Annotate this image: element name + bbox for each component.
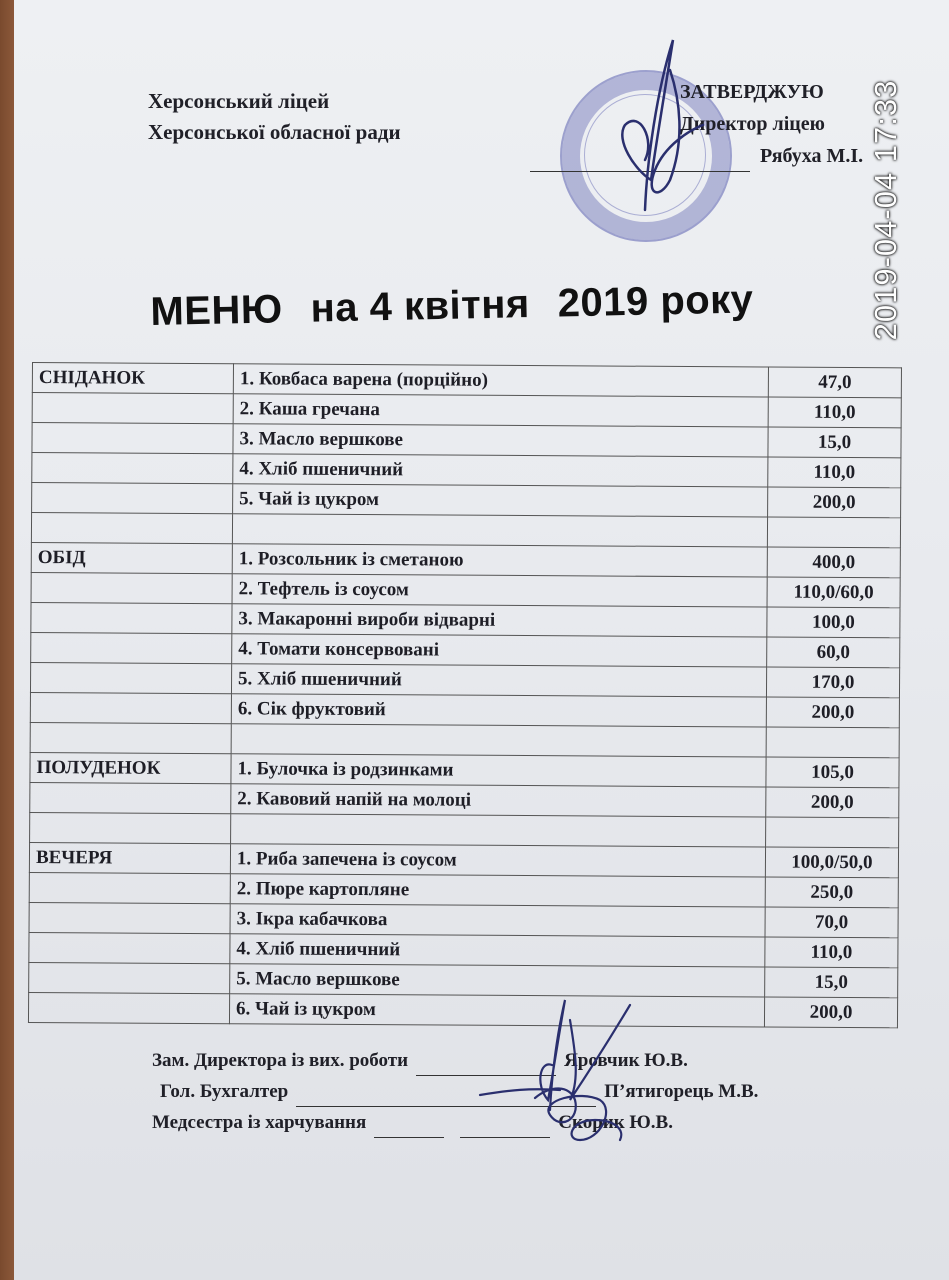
weight-cell: 250,0 — [765, 877, 898, 908]
nurse-role: Медсестра із харчування — [152, 1112, 367, 1133]
dish-cell: 1. Булочка із родзинками — [231, 754, 766, 787]
weight-cell: 200,0 — [766, 787, 899, 818]
dish-cell — [231, 724, 766, 757]
dish-cell: 6. Чай із цукром — [229, 994, 764, 1027]
weight-cell: 105,0 — [766, 757, 899, 788]
dish-cell: 5. Чай із цукром — [233, 484, 768, 517]
photo-timestamp: 2019-04-04 17:33 — [868, 79, 903, 341]
meal-cell — [30, 782, 231, 813]
weight-cell — [766, 727, 899, 758]
weight-cell: 100,0/50,0 — [765, 847, 898, 878]
dish-cell: 2. Кавовий напій на молоці — [231, 784, 766, 817]
meal-cell — [29, 872, 230, 903]
dish-cell: 3. Макаронні вироби відварні — [232, 604, 767, 637]
meal-cell — [29, 962, 230, 993]
weight-cell: 100,0 — [767, 607, 900, 638]
accountant-name: П’ятигорець М.В. — [604, 1081, 759, 1102]
meal-cell — [29, 902, 230, 933]
weight-cell: 400,0 — [767, 547, 900, 578]
dish-cell — [232, 514, 767, 547]
approve-label: ЗАТВЕРДЖУЮ — [680, 81, 824, 103]
director-title: Директор ліцею — [680, 113, 825, 135]
meal-cell — [30, 692, 231, 723]
meal-cell — [28, 992, 229, 1023]
dish-cell: 6. Сік фруктовий — [231, 694, 766, 727]
org-name-line2: Херсонської обласної ради — [148, 120, 401, 144]
weight-cell: 110,0 — [768, 397, 901, 428]
title-year: 2019 року — [557, 277, 754, 326]
weight-cell: 60,0 — [767, 637, 900, 668]
title-menu: МЕНЮ — [150, 287, 284, 334]
meal-cell — [31, 632, 232, 663]
meal-cell — [30, 662, 231, 693]
menu-table — [28, 362, 902, 1028]
meal-cell — [32, 483, 233, 514]
weight-cell: 70,0 — [765, 907, 898, 938]
dish-cell: 2. Каша гречана — [233, 394, 768, 427]
weight-cell — [767, 517, 900, 548]
accountant-role: Гол. Бухгалтер — [160, 1081, 289, 1102]
meal-cell: СНІДАНОК — [32, 363, 233, 394]
director-signature — [585, 30, 715, 220]
dish-cell — [231, 814, 766, 847]
dish-cell: 2. Пюре картопляне — [230, 874, 765, 907]
meal-cell: ОБІД — [31, 542, 232, 573]
dish-cell: 5. Хліб пшеничний — [231, 664, 766, 697]
meal-cell — [30, 722, 231, 753]
meal-cell: ПОЛУДЕНОК — [30, 752, 231, 783]
meal-cell — [31, 572, 232, 603]
weight-cell: 47,0 — [768, 367, 901, 398]
dish-cell: 3. Ікра кабачкова — [230, 904, 765, 937]
dish-cell: 4. Хліб пшеничний — [230, 934, 765, 967]
dish-cell: 1. Ковбаса варена (порційно) — [233, 364, 768, 397]
deputy-name: Яровчик Ю.В. — [564, 1050, 688, 1071]
nurse-name: Скорик Ю.В. — [558, 1112, 673, 1133]
deputy-role: Зам. Директора із вих. роботи — [152, 1050, 409, 1071]
dish-cell: 1. Риба запечена із соусом — [230, 844, 765, 877]
dish-cell: 4. Томати консервовані — [232, 634, 767, 667]
meal-cell — [31, 602, 232, 633]
weight-cell: 15,0 — [768, 427, 901, 458]
weight-cell: 15,0 — [765, 967, 898, 998]
weight-cell: 200,0 — [764, 997, 897, 1028]
meal-cell — [30, 812, 231, 843]
org-name-line1: Херсонський ліцей — [148, 89, 330, 113]
dish-cell: 2. Тефтель із соусом — [232, 574, 767, 607]
weight-cell: 110,0 — [768, 457, 901, 488]
meal-cell — [29, 932, 230, 963]
weight-cell — [766, 817, 899, 848]
director-name: Рябуха М.І. — [760, 145, 864, 167]
weight-cell: 200,0 — [766, 697, 899, 728]
dish-cell: 3. Масло вершкове — [233, 424, 768, 457]
weight-cell: 170,0 — [766, 667, 899, 698]
meal-cell — [32, 423, 233, 454]
organization-block — [148, 86, 401, 148]
footer-signatures — [440, 990, 660, 1160]
weight-cell: 110,0 — [765, 937, 898, 968]
meal-cell — [32, 453, 233, 484]
meal-cell — [32, 393, 233, 424]
weight-cell: 200,0 — [768, 487, 901, 518]
meal-cell: ВЕЧЕРЯ — [29, 842, 230, 873]
weight-cell: 110,0/60,0 — [767, 577, 900, 608]
meal-cell — [31, 513, 232, 544]
dish-cell: 5. Масло вершкове — [230, 964, 765, 997]
dish-cell: 1. Розсольник із сметаною — [232, 544, 767, 577]
dish-cell: 4. Хліб пшеничний — [233, 454, 768, 487]
title-date: на 4 квітня — [310, 282, 531, 331]
